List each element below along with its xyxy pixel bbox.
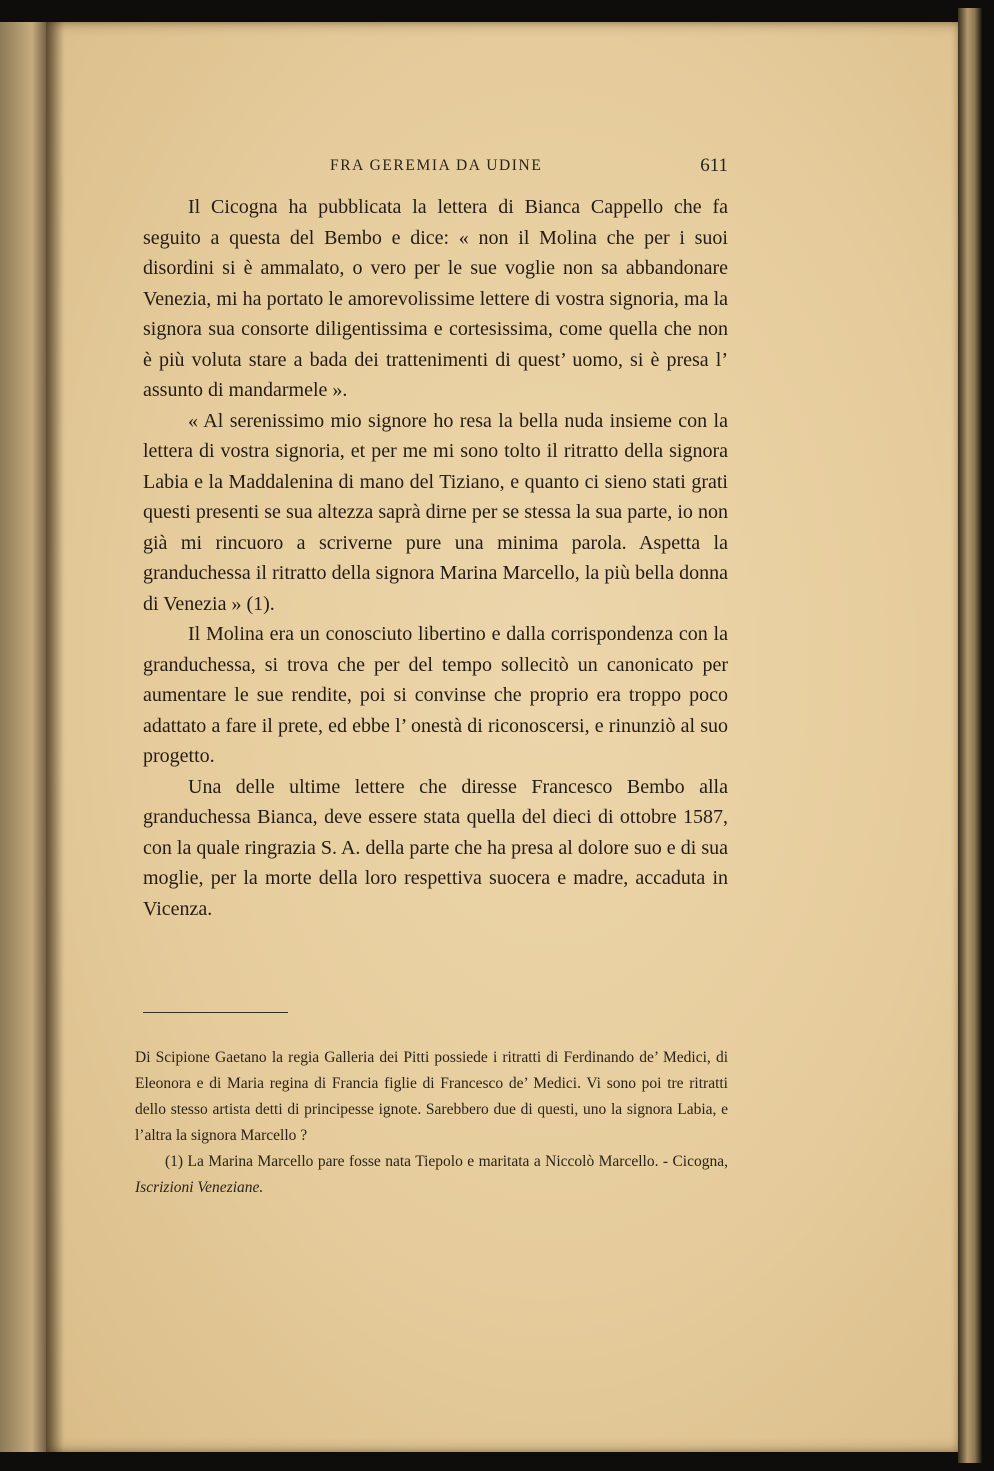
paragraph: « Al serenissimo mio signore ho resa la bella nuda insieme con la lettera di vostra signoria, et per me mi sono tolto il ritratto della signora Labia e la Maddalenina di mano del Tiziano, e quanto ci sieno stati grati questi presenti se sua altezza saprà dirne per se stessa la sua parte, io non già mi rincuoro a scriverne pure una minima parola. Aspetta la granduchessa il ritratto della signora Marina Marcello, la più bella donna di Venezia » (1).: [143, 409, 728, 615]
main-text: [143, 192, 728, 924]
page-stack-edge: [958, 8, 982, 1463]
running-title: FRA GEREMIA DA UDINE: [330, 157, 543, 174]
footnote-continuation: Di Scipione Gaetano la regia Galleria dei Pitti possiede i ritratti di Ferdinando de’ Medici, di Eleonora e di Maria regina di Francia figlie di Francesco de’ Medici. Vi sono poi tre ritratti dello stesso artista detti di principesse ignote. Sarebbero due di questi, uno la signora Labia, e l’altra la signora Marcello ?: [135, 1049, 728, 1144]
footnote-separator: [143, 1012, 288, 1013]
footnotes: [135, 1045, 728, 1201]
footnote-1: [135, 1149, 728, 1201]
paragraph: Una delle ultime lettere che diresse Francesco Bembo alla granduchessa Bianca, deve essere stata quella del dieci di ottobre 1587, con la quale ringrazia S. A. della parte che ha presa al dolore suo e di sua moglie, per la morte della loro respettiva suocera e madre, accaduta in Vicenza.: [143, 775, 728, 920]
page-number: 611: [700, 155, 728, 176]
footnote-1-source: Iscrizioni Veneziane.: [135, 1179, 264, 1196]
paragraph: Il Cicogna ha pubblicata la lettera di Bianca Cappello che fa seguito a questa del Bembo e dice: « non il Molina che per i suoi disordini si è ammalato, o vero per le sue voglie non sa abbandonare Venezia, mi ha portato le amorevolissime lettere di vostra signoria, ma la signora sua consorte diligentissima e cortesissima, come quella che non è più voluta stare a bada dei trattenimenti di quest’ uomo, si è presa l’ assunto di mandarmele ».: [143, 196, 728, 401]
paragraph: Il Molina era un conosciuto libertino e dalla corrispondenza con la granduchessa, si trova che per del tempo sollecitò un canonicato per aumentare le sue rendite, poi si convinse che proprio era troppo poco adattato a fare il prete, ed ebbe l’ onestà di riconoscersi, e rinunziò al suo progetto.: [143, 623, 728, 767]
footnote-1-text: (1) La Marina Marcello pare fosse nata Tiepolo e maritata a Niccolò Marcello. - Cicogna,: [165, 1153, 728, 1170]
page-gutter-shadow: [46, 22, 64, 1452]
running-header: [143, 155, 728, 179]
